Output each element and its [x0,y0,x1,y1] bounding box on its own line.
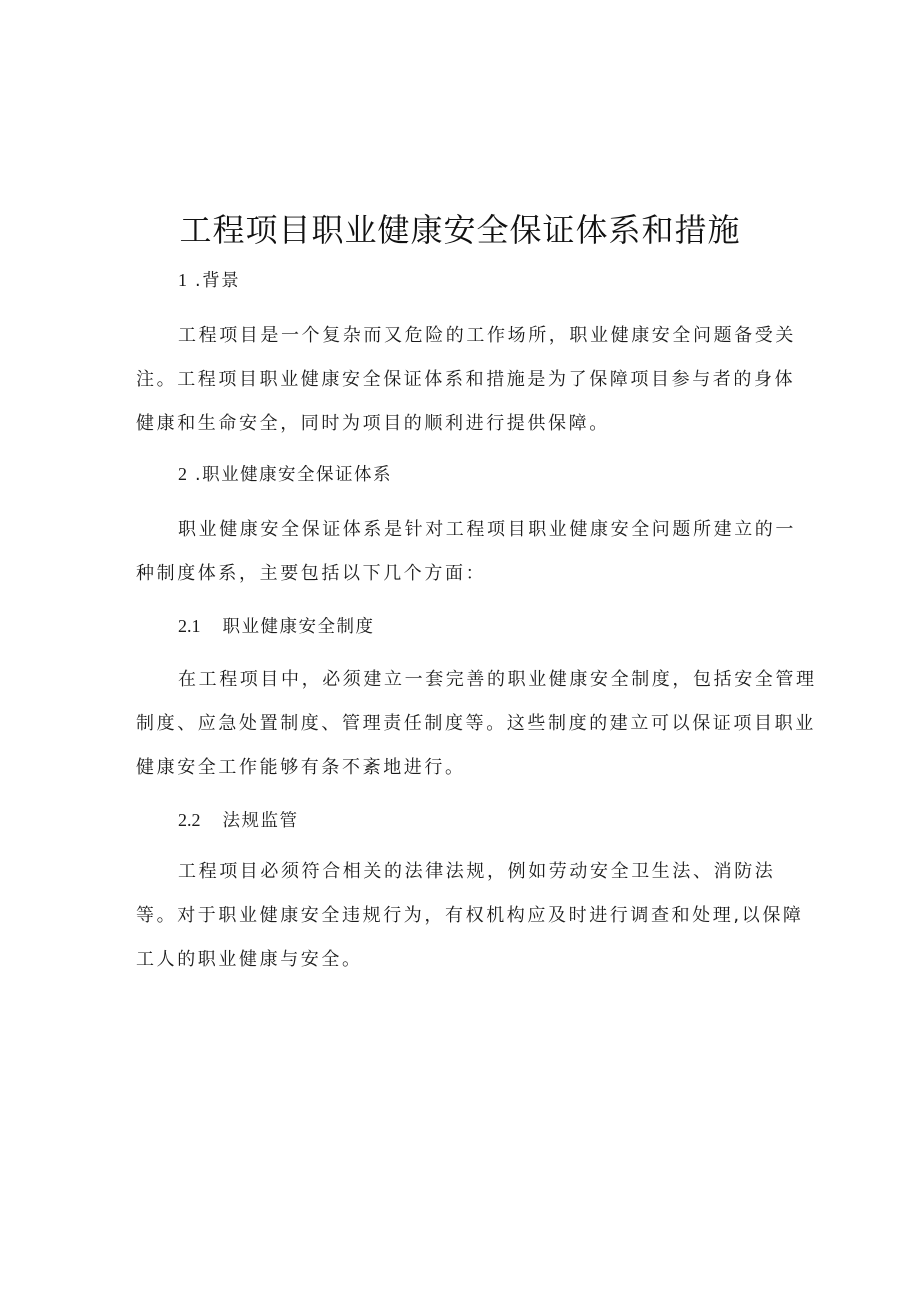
paragraph-line: 健康安全工作能够有条不紊地进行。 [136,757,466,778]
section-paragraph-1 [136,314,796,446]
section-paragraph-2 [136,508,796,596]
section-heading-text: 职业健康安全制度 [222,617,375,637]
paragraph-line: 工程项目是一个复杂而又危险的工作场所，职业健康安全问题备受关 [178,325,796,346]
section-heading-text: 法规监管 [222,811,299,831]
paragraph-line: 工人的职业健康与安全。 [136,949,363,970]
paragraph-line: 制度、应急处置制度、管理责任制度等。这些制度的建立可以保证项目职业 [136,713,816,734]
paragraph-line: 在工程项目中，必须建立一套完善的职业健康安全制度，包括安全管理 [178,669,817,690]
section-heading-2-1 [178,614,375,639]
section-number: 2.1 [178,616,201,636]
paragraph-line: 工程项目必须符合相关的法律法规，例如劳动安全卫生法、消防法 [178,861,776,882]
section-paragraph-2-1 [136,658,817,790]
section-number: 2.2 [178,810,201,830]
paragraph-line: 健康和生命安全，同时为项目的顺利进行提供保障。 [136,413,610,434]
section-heading-text: .职业健康安全保证体系 [195,465,393,485]
paragraph-line: 种制度体系，主要包括以下几个方面： [136,563,487,584]
paragraph-line: 职业健康安全保证体系是针对工程项目职业健康安全问题所建立的一 [178,519,796,540]
paragraph-line: 等。对于职业健康安全违规行为，有权机构应及时进行调查和处理,以保障 [136,905,804,926]
section-number: 1 [178,270,187,290]
section-paragraph-2-2 [136,850,804,982]
section-heading-1 [178,268,240,293]
section-heading-text: .背景 [195,271,241,291]
section-heading-2-2 [178,808,299,833]
section-number: 2 [178,464,187,484]
section-heading-2 [178,462,392,487]
document-title: 工程项目职业健康安全保证体系和措施 [179,211,741,249]
paragraph-line: 注。工程项目职业健康安全保证体系和措施是为了保障项目参与者的身体 [136,369,796,390]
